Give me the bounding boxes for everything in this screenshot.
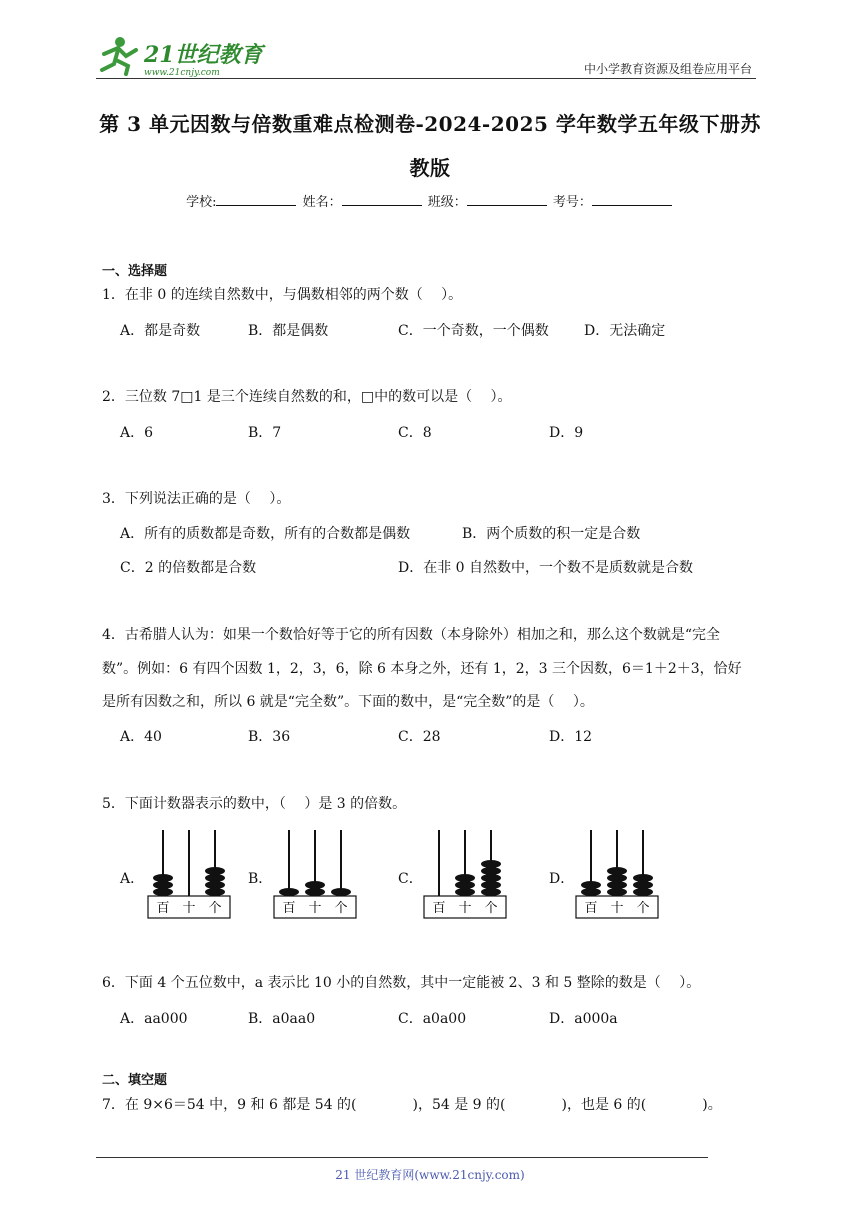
q5-option-d[interactable]: D． [549,871,575,887]
abacus-bead [205,881,225,889]
abacus-bead [481,874,501,882]
q1-option-c[interactable]: C．一个奇数，一个偶数 [398,323,549,339]
q4-option-c[interactable]: C．28 [398,729,441,745]
abacus-bead [607,867,627,875]
q2-option-a[interactable]: A．6 [120,425,154,441]
q2-option-c[interactable]: C．8 [398,425,432,441]
abacus-place-label: 个 [636,901,650,916]
q4-option-b[interactable]: B．36 [248,729,291,745]
abacus-bead [153,888,173,896]
abacus-bead [153,881,173,889]
abacus-bead [455,874,475,882]
abacus-bead [607,874,627,882]
abacus-place-label: 十 [610,901,624,916]
question-4-line3: 是所有因数之和，所以 6 就是“完全数”。下面的数中，是“完全数”的是（ ）。 [102,694,594,710]
student-info-line [0,191,860,210]
class-label: 班级： [427,195,467,210]
abacus-bead [581,888,601,896]
abacus-bead [305,881,325,889]
q4-option-d[interactable]: D．12 [549,729,593,745]
question-7-stem: 7．在 9×6＝54 中，9 和 6 都是 54 的( )，54 是 9 的( )，也是 6 的( )。 [102,1097,722,1113]
logo-url: www.21cnjy.com [144,68,220,78]
class-blank[interactable] [467,193,547,206]
footer-divider [96,1157,708,1158]
q3-option-b[interactable]: B．两个质数的积一定是合数 [462,526,641,542]
q1-option-a[interactable]: A．都是奇数 [120,323,201,339]
question-2-stem: 2．三位数 7□1 是三个连续自然数的和，□中的数可以是（ ）。 [102,389,512,405]
question-3-stem: 3．下列说法正确的是（ ）。 [102,491,291,507]
q2-option-b[interactable]: B．7 [248,425,282,441]
q1-option-d[interactable]: D．无法确定 [584,323,666,339]
header-divider [96,78,756,79]
abacus-bead [633,874,653,882]
abacus-place-label: 个 [208,901,222,916]
abacus-c [422,826,508,922]
q2-option-d[interactable]: D．9 [549,425,584,441]
abacus-place-label: 百 [156,901,170,916]
q5-option-b[interactable]: B． [248,871,273,887]
q1-option-b[interactable]: B．都是偶数 [248,323,329,339]
q5-option-a[interactable]: A． [120,871,145,887]
q3-option-a[interactable]: A．所有的质数都是奇数，所有的合数都是偶数 [120,526,411,542]
abacus-d [574,826,660,922]
abacus-place-label: 十 [458,901,472,916]
abacus-place-label: 百 [282,901,296,916]
abacus-bead [153,874,173,882]
logo-text: 21世纪教育 [144,42,263,68]
abacus-place-label: 十 [308,901,322,916]
school-blank[interactable] [216,193,296,206]
question-1-stem: 1．在非 0 的连续自然数中，与偶数相邻的两个数（ ）。 [102,287,463,303]
abacus-place-label: 百 [584,901,598,916]
q6-option-d[interactable]: D．a000a [549,1011,618,1027]
abacus-bead [633,888,653,896]
abacus-place-label: 十 [182,901,196,916]
abacus-bead [205,888,225,896]
abacus-bead [481,881,501,889]
abacus-bead [481,867,501,875]
abacus-bead [205,867,225,875]
question-5-stem: 5．下面计数器表示的数中，（ ）是 3 的倍数。 [102,796,407,812]
abacus-place-label: 个 [334,901,348,916]
abacus-bead [607,888,627,896]
doc-title-line1: 第 3 单元因数与倍数重难点检测卷-2024-2025 学年数学五年级下册苏 [99,112,761,136]
abacus-place-label: 个 [484,901,498,916]
name-label: 姓名： [302,195,342,210]
abacus-bead [481,888,501,896]
exam-no-label: 考号： [552,195,592,210]
exam-no-blank[interactable] [592,193,672,206]
runner-logo-icon [96,34,266,78]
q5-option-c[interactable]: C． [398,871,423,887]
abacus-bead [481,860,501,868]
question-6-stem: 6．下面 4 个五位数中，a 表示比 10 小的自然数，其中一定能被 2、3 和 5 整除的数是（ ）。 [102,975,701,991]
q6-option-b[interactable]: B．a0aa0 [248,1011,316,1027]
q6-option-a[interactable]: A．aa000 [120,1011,188,1027]
abacus-bead [205,874,225,882]
abacus-bead [455,888,475,896]
abacus-bead [581,881,601,889]
q3-option-c[interactable]: C．2 的倍数都是合数 [120,560,257,576]
site-logo [96,34,266,78]
abacus-bead [279,888,299,896]
section-heading-choice: 一、选择题 [102,264,168,279]
school-label: 学校: [186,195,217,210]
footer-text: 21 世纪教育网(www.21cnjy.com) [335,1168,525,1182]
abacus-bead [633,881,653,889]
section-heading-fill: 二、填空题 [102,1073,168,1088]
q6-option-c[interactable]: C．a0a00 [398,1011,467,1027]
abacus-bead [305,888,325,896]
q4-option-a[interactable]: A．40 [120,729,162,745]
abacus-bead [455,881,475,889]
question-4-line1: 4．古希腊人认为：如果一个数恰好等于它的所有因数（本身除外）相加之和，那么这个数就是“完全 [102,627,721,643]
abacus-a [146,826,232,922]
doc-title-line2: 教版 [409,156,451,180]
name-blank[interactable] [342,193,422,206]
question-4-line2: 数”。例如：6 有四个因数 1，2，3，6，除 6 本身之外，还有 1，2，3 三个因数，6＝1＋2＋3，恰好 [102,661,742,677]
abacus-bead [607,881,627,889]
abacus-place-label: 百 [432,901,446,916]
q3-option-d[interactable]: D．在非 0 自然数中，一个数不是质数就是合数 [398,560,694,576]
abacus-bead [331,888,351,896]
platform-name: 中小学教育资源及组卷应用平台 [583,62,752,76]
abacus-b [272,826,358,922]
